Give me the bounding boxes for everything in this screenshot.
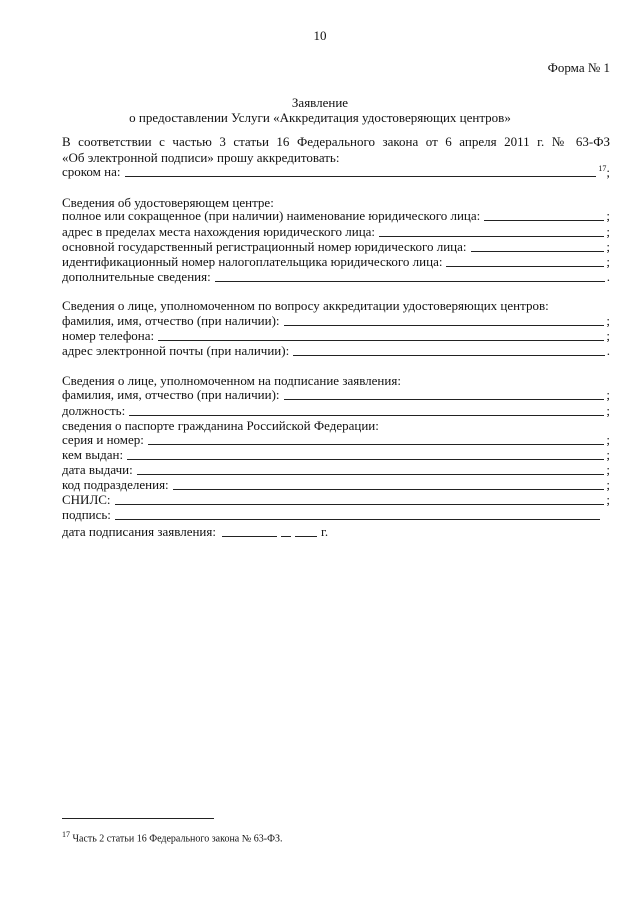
intro-paragraph-line1: В соответствии с частью 3 статьи 16 Федерального закона от 6 апреля 2011 г. № 63-ФЗ <box>62 134 610 149</box>
passport-issuer-row: кем выдан: ; <box>62 447 610 462</box>
signer-fio-field[interactable] <box>284 387 605 400</box>
signer-fio-row: фамилия, имя, отчество (при наличии): ; <box>62 387 610 402</box>
intro-paragraph-line2: «Об электронной подписи» прошу аккредитовать: <box>62 150 340 165</box>
rep-email-row: адрес электронной почты (при наличии): . <box>62 343 610 358</box>
passport-heading: сведения о паспорте гражданина Российской Федерации: <box>62 418 379 433</box>
rep-fio-field[interactable] <box>284 313 605 326</box>
footnote-ref: 17 <box>598 163 607 173</box>
ca-address-field[interactable] <box>379 224 604 237</box>
passport-date-row: дата выдачи: ; <box>62 462 610 477</box>
signing-date-label: дата подписания заявления: <box>62 524 216 539</box>
footnote-text: Часть 2 статьи 16 Федерального закона № 63-ФЗ. <box>72 833 283 845</box>
signature-row: подпись: <box>62 507 602 523</box>
signing-date-row <box>62 524 328 540</box>
footnote-separator <box>62 818 214 819</box>
passport-code-row: код подразделения: ; <box>62 477 610 492</box>
signer-position-row: должность: ; <box>62 403 610 418</box>
form-label: Форма № 1 <box>547 60 610 75</box>
rep-phone-field[interactable] <box>158 328 604 341</box>
rep-email-field[interactable] <box>293 343 605 356</box>
ca-inn-row: идентификационный номер налогоплательщика юридического лица: ; <box>62 254 610 269</box>
signing-day-field[interactable] <box>222 524 277 537</box>
signing-year-field[interactable] <box>295 524 317 537</box>
snils-row: СНИЛС: ; <box>62 492 610 507</box>
rep-phone-row: номер телефона: ; <box>62 328 610 343</box>
term-row: сроком на: $^{17}$; <box>62 163 610 179</box>
ca-inn-field[interactable] <box>446 254 604 267</box>
ca-address-row: адрес в пределах места нахождения юридического лица: ; <box>62 224 610 239</box>
passport-issuer-field[interactable] <box>127 447 604 460</box>
document-title: Заявление <box>291 95 349 110</box>
ca-extra-row: дополнительные сведения: . <box>62 269 610 284</box>
snils-field[interactable] <box>115 492 605 505</box>
signing-month-field[interactable] <box>281 524 291 537</box>
footnote-number: 17 <box>62 830 70 839</box>
ca-ogrn-row: основной государственный регистрационный номер юридического лица: ; <box>62 239 610 254</box>
passport-date-field[interactable] <box>137 462 605 475</box>
section-ca-heading: Сведения об удостоверяющем центре: <box>62 195 274 210</box>
rep-fio-row: фамилия, имя, отчество (при наличии): ; <box>62 313 610 328</box>
section-signer-heading: Сведения о лице, уполномоченном на подписание заявления: <box>62 373 401 388</box>
year-suffix: г. <box>320 524 329 539</box>
term-label: сроком на: <box>62 164 121 179</box>
signature-field[interactable] <box>115 507 600 520</box>
passport-number-field[interactable] <box>148 432 604 445</box>
passport-code-field[interactable] <box>173 477 605 490</box>
section-rep-heading: Сведения о лице, уполномоченном по вопросу аккредитации удостоверяющих центров: <box>62 298 549 313</box>
ca-name-field[interactable] <box>484 208 604 221</box>
ca-extra-field[interactable] <box>215 269 605 282</box>
document-subtitle: о предоставлении Услуги «Аккредитация удостоверяющих центров» <box>129 110 511 125</box>
ca-name-row: полное или сокращенное (при наличии) наименование юридического лица: ; <box>62 208 610 223</box>
page-number: 10 <box>313 28 327 43</box>
ca-ogrn-field[interactable] <box>471 239 605 252</box>
passport-number-row: серия и номер: ; <box>62 432 610 447</box>
term-field[interactable] <box>125 164 597 177</box>
footnote <box>62 830 283 844</box>
signer-position-field[interactable] <box>129 403 604 416</box>
